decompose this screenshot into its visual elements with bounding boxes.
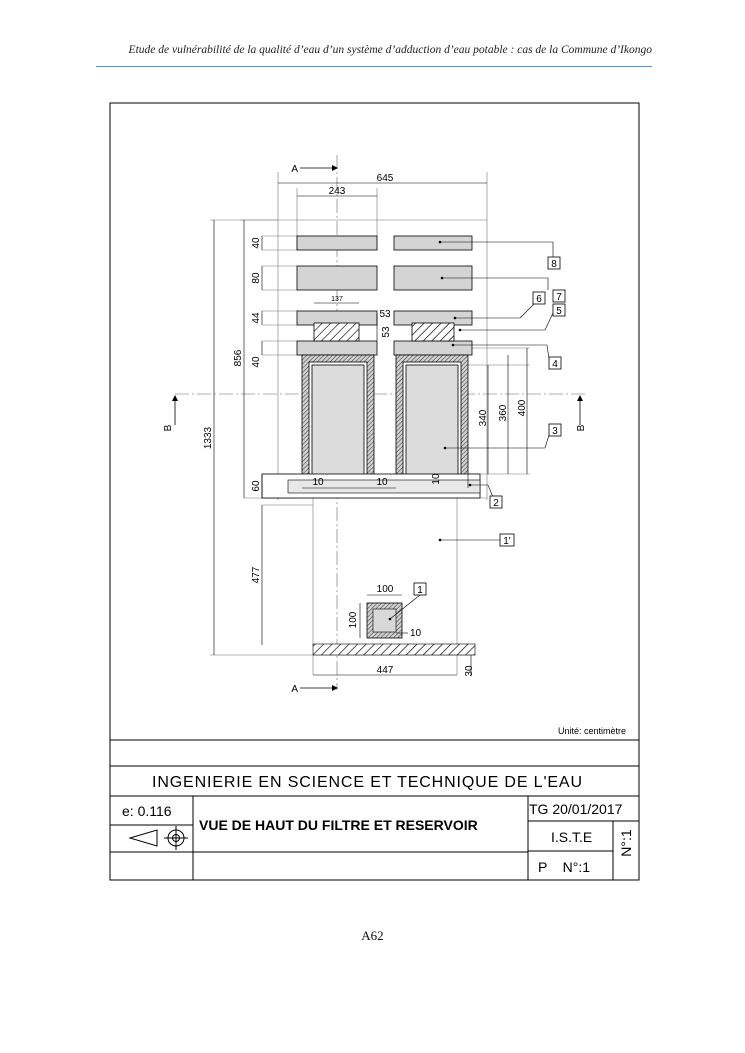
projection-symbol-icon <box>130 826 188 850</box>
dim-477: 477 <box>251 566 262 584</box>
dim-10-box: 10 <box>410 628 422 639</box>
drawing-title: VUE DE HAUT DU FILTRE ET RESERVOIR <box>199 817 478 833</box>
dim-100-vertical: 100 <box>348 611 359 629</box>
small-box-inner <box>373 609 396 632</box>
dim-1333: 1333 <box>203 426 214 450</box>
dim-137: 137 <box>331 296 343 303</box>
dim-447: 447 <box>376 665 394 676</box>
drawing-scale: e: 0.116 <box>122 803 172 819</box>
dim-53-vertical: 53 <box>381 326 392 338</box>
reservoir-water-right <box>406 365 458 475</box>
dim-360: 360 <box>498 404 509 422</box>
label-2: 2 <box>493 498 499 509</box>
label-7: 7 <box>556 292 562 303</box>
dim-340: 340 <box>478 409 489 427</box>
slab-row1-right <box>394 236 472 250</box>
page-number-label: P N°:1 <box>538 859 591 875</box>
slab-row2-left <box>297 266 377 290</box>
page-footer: A62 <box>361 928 384 943</box>
section-mark-b-left: B <box>163 424 174 432</box>
sheet-number-vertical: N°:1 <box>618 829 634 857</box>
organization-name: INGENIERIE EN SCIENCE ET TECHNIQUE DE L'EAU <box>152 774 582 791</box>
label-8: 8 <box>551 259 557 270</box>
section-mark-a-top: A <box>291 164 298 175</box>
page-header: Etude de vulnérabilité de la qualité d’eau d’un système d’adduction d’eau potable : cas de la Commune d’Ikongo <box>128 44 652 56</box>
hatched-pipe-right <box>412 323 454 341</box>
section-mark-b-right: B <box>576 424 587 432</box>
reservoir-water-left <box>312 365 364 475</box>
dim-80: 80 <box>251 272 262 284</box>
dim-10-right: 10 <box>431 473 442 485</box>
hatched-pipe-left <box>314 323 359 341</box>
dim-53-horizontal: 53 <box>379 309 391 320</box>
dim-10-left: 10 <box>312 477 324 488</box>
dim-400: 400 <box>517 399 528 417</box>
ground-hatch <box>313 644 475 655</box>
dim-40-top: 40 <box>251 237 262 249</box>
drawing-date: TG 20/01/2017 <box>529 801 623 817</box>
slab-row1-left <box>297 236 377 250</box>
slab-row4-left <box>297 341 377 355</box>
dim-645: 645 <box>376 173 394 184</box>
label-1-prime: 1' <box>503 536 511 547</box>
institution-name: I.S.T.E <box>551 829 593 845</box>
label-5: 5 <box>556 306 562 317</box>
dim-44: 44 <box>251 312 262 324</box>
section-mark-a-bottom: A <box>291 684 298 695</box>
dim-40-mid: 40 <box>251 356 262 368</box>
dim-60: 60 <box>251 480 262 492</box>
label-6: 6 <box>536 294 542 305</box>
reservoir <box>302 355 468 475</box>
unit-note: Unité: centimètre <box>557 726 626 736</box>
dim-10-middle: 10 <box>376 477 388 488</box>
dim-100-horizontal: 100 <box>376 584 394 595</box>
label-3: 3 <box>552 426 558 437</box>
label-1: 1 <box>417 585 423 596</box>
dim-243: 243 <box>328 186 346 197</box>
label-4: 4 <box>552 359 558 370</box>
dim-856: 856 <box>233 349 244 367</box>
slab-row4-right <box>394 341 472 355</box>
dim-30: 30 <box>464 665 475 677</box>
